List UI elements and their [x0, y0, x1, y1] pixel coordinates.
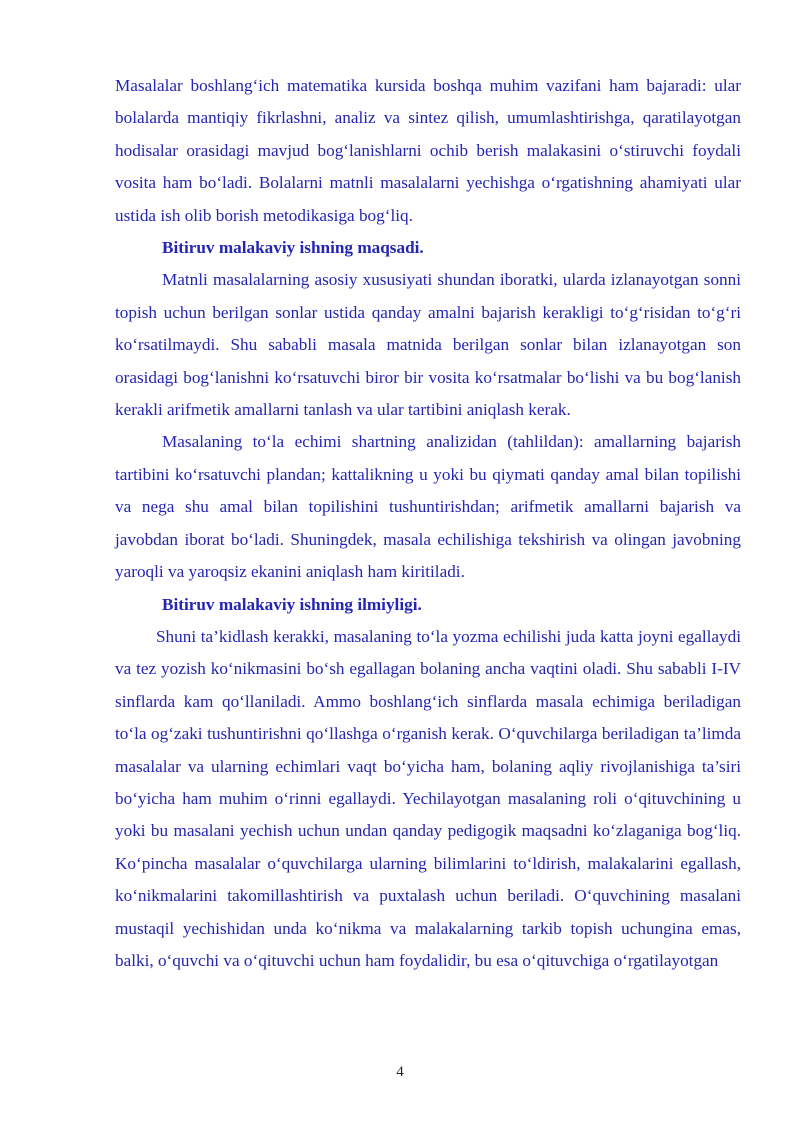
paragraph-written-solution: Shuni ta’kidlash kerakki, masalaning to‘la yozma echilishi juda katta joyni egallaydi va tez yozish ko‘nikmasini bo‘sh egallagan bolaning ancha vaqtini oladi. Shu sababli I-IV sinflarda kam qo‘llaniladi. Ammo boshlang‘ich sinflarda masala echimiga beriladigan to‘la og‘zaki tushuntirishni qo‘llashga o‘rganish kerak. O‘quvchilarga beriladigan ta’limda masalalar va ularning echimlari vaqt bo‘yicha ham, bolaning aqliy rivojlanishiga ta’siri bo‘yicha ham muhim o‘rinni egallaydi. Yechilayotgan masalaning roli o‘qituvchining u yoki bu masalani yechish uchun undan qanday pedigogik maqsadni ko‘zlaganiga bog‘liq. Ko‘pincha masalalar o‘quvchilarga ularning bilimlarini to‘ldirish, malakalarini egallash, ko‘nikmalarini takomillashtirish va puxtalash uchun beriladi. O‘quvchining masalani mustaqil yechishidan unda ko‘nikma va malakalarning tarkib topish uchungina emas, balki, o‘quvchi va o‘qituvchi uchun ham foydalidir, bu esa o‘qituvchiga o‘rgatilayotgan — [115, 626, 741, 970]
paragraph-intro: Masalalar boshlang‘ich matematika kursida boshqa muhim vazifani ham bajaradi: ular bolalarda mantiqiy fikrlashni, analiz va sintez qilish, umumlashtirishga, qaratilayotgan hodisalar orasidagi mavjud bog‘lanishlarni ochib berish malakasini o‘stiruvchi foydali vosita ham bo‘ladi. Bolalarni matnli masalalarni yechishga o‘rgatishning ahamiyati ular ustida ish olib borish metodikasiga bog‘liq. — [115, 76, 741, 225]
document-body — [115, 70, 741, 977]
paragraph-text-problems: Matnli masalalarning asosiy xususiyati shundan iboratki, ularda izlanayotgan sonni topish uchun berilgan sonlar ustida qanday amalni bajarish kerakligi to‘g‘risidan to‘g‘ri ko‘rsatilmaydi. Shu sababli masala matnida berilgan sonlar bilan izlanayotgan son orasidagi bog‘lanishni ko‘rsatuvchi biror bir vosita ko‘rsatmalar bo‘lishi va bu bog‘lanish kerakli arifmetik amallarni tanlash va ular tartibini aniqlash kerak. — [115, 270, 741, 420]
page-number: 4 — [396, 1064, 404, 1080]
section-heading-goal: Bitiruv malakaviy ishning maqsadi. — [162, 238, 424, 258]
section-heading-scientific: Bitiruv malakaviy ishning ilmiyligi. — [162, 594, 422, 614]
paragraph-full-solution: Masalaning to‘la echimi shartning analizidan (tahlildan): amallarning bajarish tartibini ko‘rsatuvchi plandan; kattalikning u yoki bu qiymati qanday amal bilan topilishi va nega shu amal bilan topilishini tushuntirishdan; arifmetik amallarni bajarish va javobdan iborat bo‘ladi. Shuningdek, masala echilishiga tekshirish va olingan javobning yaroqli va yaroqsiz ekanini aniqlash ham kiritiladi. — [115, 432, 741, 582]
